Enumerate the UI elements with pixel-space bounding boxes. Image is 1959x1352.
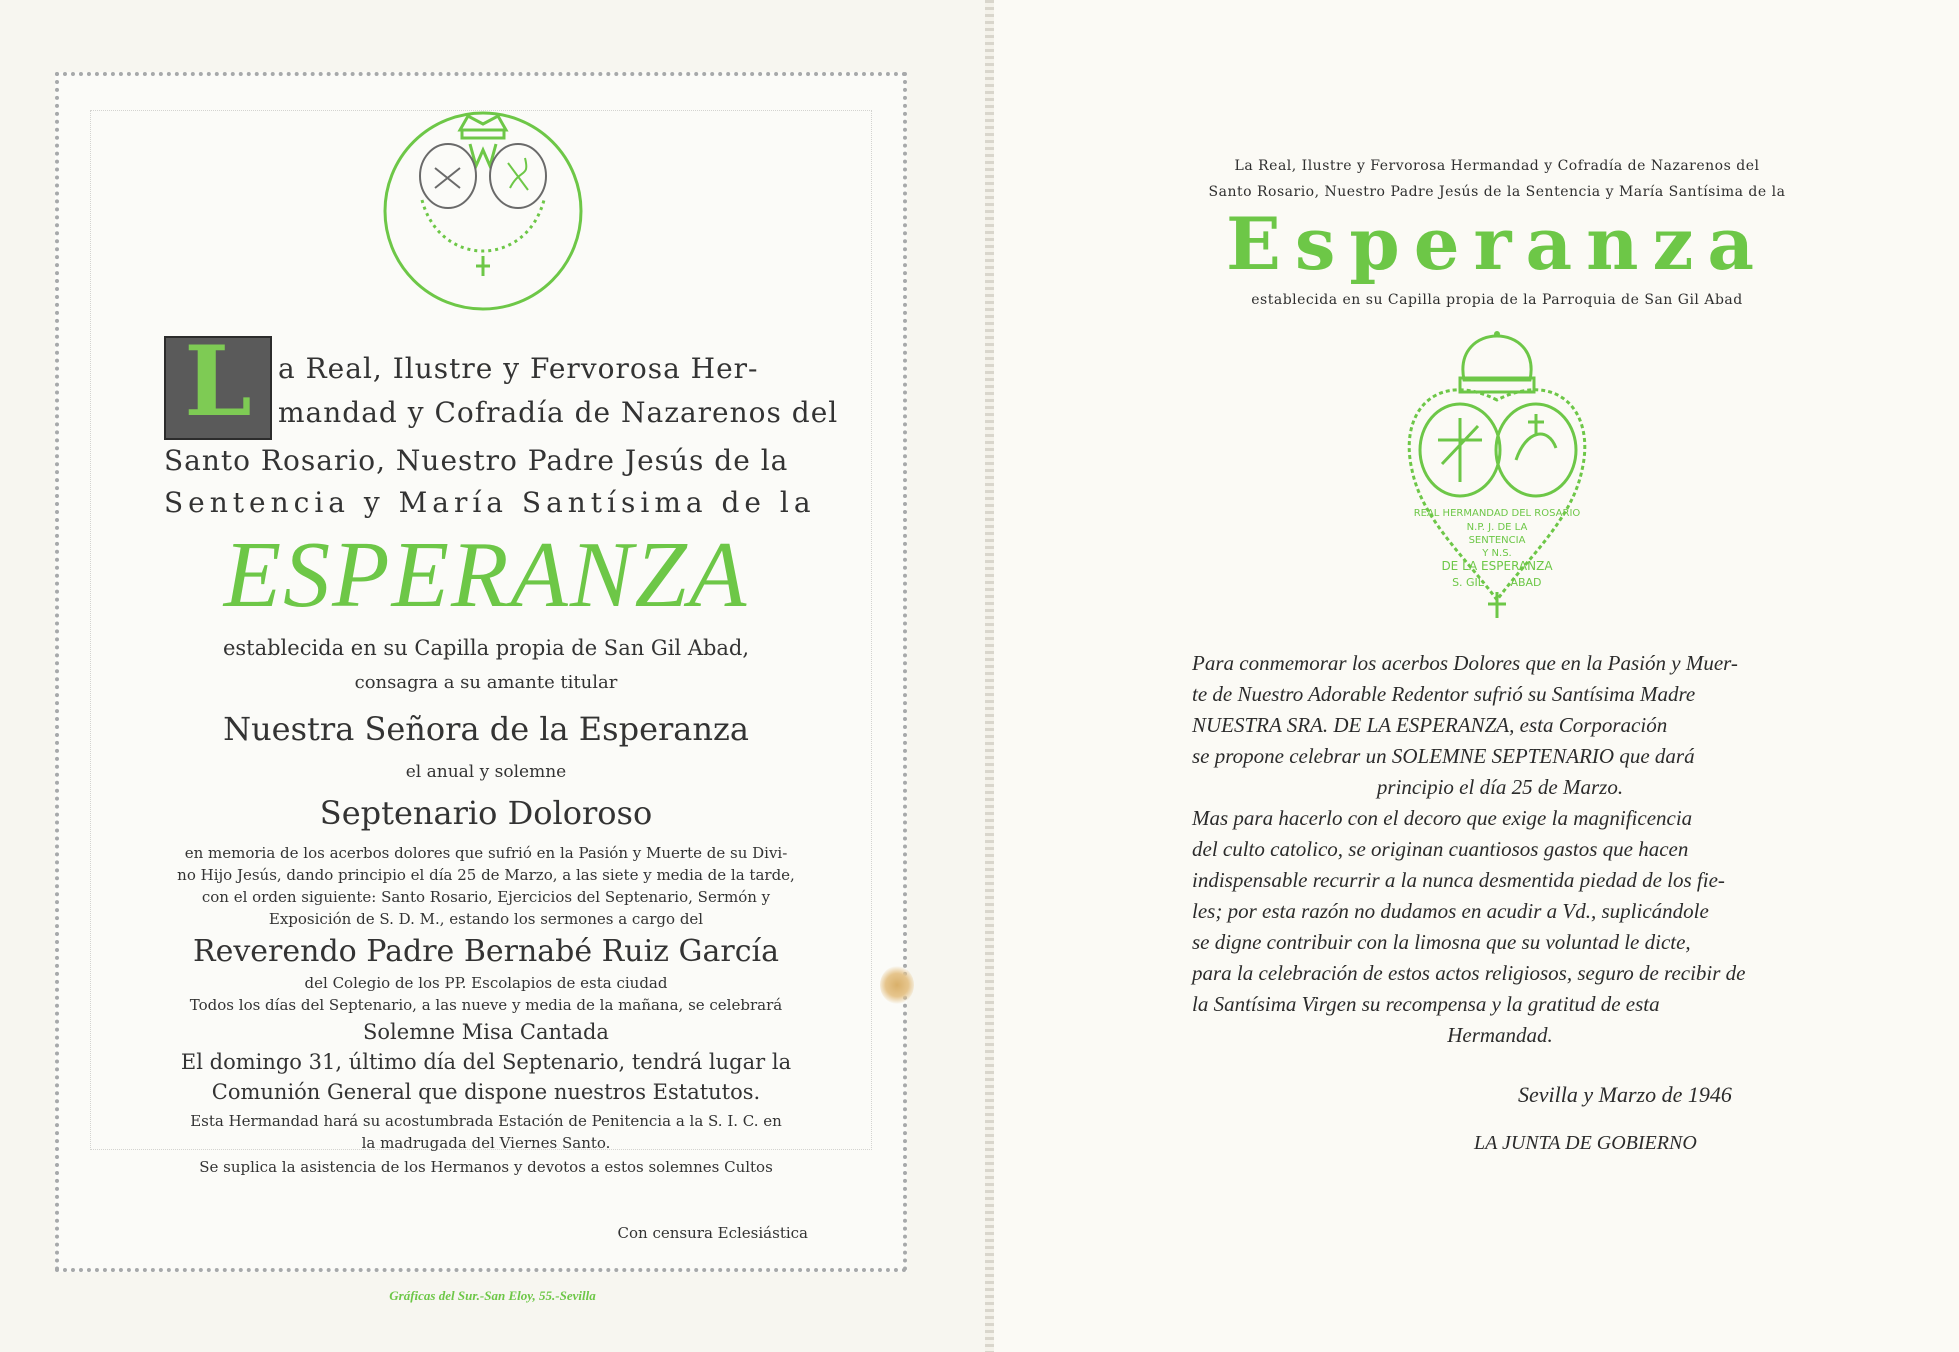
paper-stain [880, 966, 914, 1004]
para1-line-3: NUESTRA SRA. DE LA ESPERANZA, esta Corporación [1192, 713, 1668, 737]
para2-line-1: Mas para hacerlo con el decoro que exige la magnificencia [1192, 806, 1693, 830]
sunday-line-2: Comunión General que dispone nuestros Estatutos. [211, 1080, 761, 1104]
para2-line-7: la Santísima Virgen su recompensa y la gratitud de esta [1192, 992, 1660, 1016]
para2-line-4: les; por esta razón no dudamos en acudir a Vd., suplicándole [1192, 899, 1709, 923]
body-line-4: Exposición de S. D. M., estando los sermones a cargo del [268, 910, 704, 928]
intro-line-2: mandad y Cofradía de Nazarenos del [278, 396, 839, 429]
intro-line-3: Santo Rosario, Nuestro Padre Jesús de la [164, 444, 789, 477]
para2-line-2: del culto catolico, se originan cuantiosos gastos que hacen [1192, 837, 1689, 861]
preacher-name: Reverendo Padre Bernabé Ruiz García [193, 934, 779, 969]
main-title: ESPERANZA [223, 523, 749, 627]
attendance-request: Se suplica la asistencia de los Hermanos y devotos a estos solemnes Cultos [199, 1158, 773, 1176]
signature-line: LA JUNTA DE GOBIERNO [1474, 1132, 1697, 1154]
para2-line-6: para la celebración de estos actos religiosos, seguro de recibir de [1192, 961, 1746, 985]
body-line-2: no Hijo Jesús, dando principio el día 25 de Marzo, a las siete y media de la tarde, [177, 866, 795, 884]
annual-line: el anual y solemne [405, 762, 567, 782]
septenario-heading: Septenario Doloroso [319, 794, 653, 832]
sunday-line-1: El domingo 31, último día del Septenario, tendrá lugar la [180, 1050, 792, 1074]
daily-mass-line: Todos los días del Septenario, a las nueve y media de la mañana, se celebrará [189, 996, 783, 1014]
censorship-note: Con censura Eclesiástica [617, 1224, 808, 1242]
para1-line-2: te de Nuestro Adorable Redentor sufrió su Santísima Madre [1192, 682, 1696, 706]
illuminated-initial [164, 325, 272, 440]
established-line: establecida en su Capilla propia de San Gil Abad, [222, 636, 750, 660]
right-header-line-2: Santo Rosario, Nuestro Padre Jesús de la Sentencia y María Santísima de la [1208, 184, 1786, 200]
seal-line-2: N.P. J. DE LA [1466, 522, 1528, 533]
seal-line-4: Y N.S. [1482, 548, 1512, 559]
college-line: del Colegio de los PP. Escolapios de esta ciudad [304, 974, 668, 992]
right-title: Esperanza [1225, 201, 1769, 286]
intro-line-1: a Real, Ilustre y Fervorosa Her- [278, 352, 759, 385]
para1-line-4: se propone celebrar un SOLEMNE SEPTENARIO que dará [1192, 744, 1695, 768]
page-fold [985, 0, 994, 1352]
seal-line-6: S. GIL [1452, 576, 1484, 589]
appeal-text [1192, 648, 1808, 1051]
para2-line-3: indispensable recurrir a la nunca desmentida piedad de los fie- [1192, 868, 1725, 892]
station-line-1: Esta Hermandad hará su acostumbrada Estación de Penitencia a la S. I. C. en [190, 1112, 782, 1130]
date-line: Sevilla y Marzo de 1946 [1518, 1082, 1732, 1107]
seal-line-7: ABAD [1510, 576, 1542, 589]
drop-cap-letter: L [184, 325, 252, 438]
para1-line-1: Para conmemorar los acerbos Dolores que en la Pasión y Muer- [1192, 651, 1738, 675]
titular-name: Nuestra Señora de la Esperanza [223, 710, 749, 748]
para1-last-line: principio el día 25 de Marzo. [1376, 775, 1624, 799]
brotherhood-emblem-icon [380, 108, 586, 314]
para2-line-5: se digne contribuir con la limosna que su voluntad le dicte, [1192, 930, 1691, 954]
consecrates-line: consagra a su amante titular [354, 672, 618, 693]
seal-line-3: SENTENCIA [1468, 535, 1526, 546]
right-header-line-1: La Real, Ilustre y Fervorosa Hermandad y Cofradía de Nazarenos del [1234, 158, 1760, 174]
printer-credit: Gráficas del Sur.-San Eloy, 55.-Sevilla [389, 1288, 596, 1303]
intro-line-4: Sentencia y María Santísima de la [164, 486, 816, 519]
para2-last-line: Hermandad. [1447, 1023, 1553, 1047]
body-line-3: con el orden siguiente: Santo Rosario, Ejercicios del Septenario, Sermón y [201, 888, 771, 906]
mass-heading: Solemne Misa Cantada [363, 1020, 609, 1044]
seal-line-1: REAL HERMANDAD DEL ROSARIO [1413, 508, 1581, 519]
seal-line-5: DE LA ESPERANZA [1441, 559, 1553, 573]
station-line-2: la madrugada del Viernes Santo. [361, 1134, 611, 1152]
brotherhood-seal-icon [1398, 330, 1596, 620]
right-established-line: establecida en su Capilla propia de la Parroquia de San Gil Abad [1251, 292, 1743, 308]
body-line-1: en memoria de los acerbos dolores que sufrió en la Pasión y Muerte de su Divi- [184, 844, 788, 862]
